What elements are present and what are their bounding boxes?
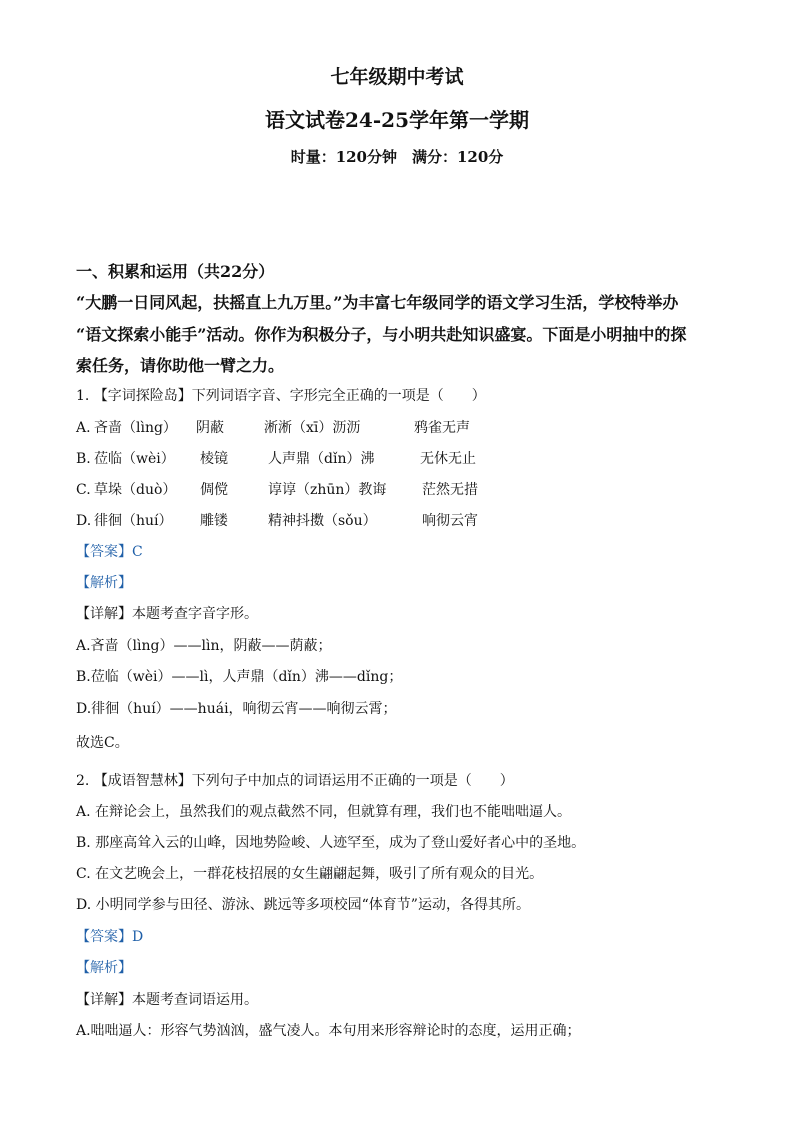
option-item: 雕镂	[200, 513, 228, 529]
exam-title: 七年级期中考试	[330, 66, 464, 88]
option-label: C.	[76, 482, 91, 498]
option-item: 茫然无措	[422, 482, 478, 498]
q2-answer: 【答案】D	[76, 929, 144, 945]
option-item: 淅淅（xī）沥沥	[264, 420, 361, 436]
option-item: 吝啬（lìng）	[94, 420, 177, 436]
section-heading: 一、积累和运用（共22分）	[76, 262, 275, 281]
q1-detail: 【详解】本题考查字音字形。	[76, 606, 258, 622]
option-item: 鸦雀无声	[414, 420, 470, 436]
q1-answer: 【答案】C	[76, 544, 143, 560]
option-label: B.	[76, 451, 91, 467]
exam-subtitle: 语文试卷24-25学年第一学期	[265, 108, 529, 132]
option-item: 徘徊（huí）	[94, 513, 173, 529]
option-item: 响彻云宵	[422, 513, 478, 529]
option-item: 精神抖擞（sǒu）	[268, 513, 377, 529]
option-label: D.	[76, 513, 92, 529]
q2-option-d: D. 小明同学参与田径、游泳、跳远等多项校园“体育节”运动，各得其所。	[76, 897, 530, 913]
section-intro-line-3: 索任务，请你助他一臂之力。	[76, 356, 285, 375]
q2-option-b: B. 那座高耸入云的山峰，因地势险峻、人迹罕至，成为了登山爱好者心中的圣地。	[76, 835, 586, 851]
q2-detail-line-1: A.咄咄逼人：形容气势汹汹，盛气凌人。本句用来形容辩论时的态度，运用正确；	[76, 1023, 581, 1039]
q1-detail-line-2: B.莅临（wèi）——lì，人声鼎（dǐn）沸——dǐng；	[76, 669, 403, 685]
option-item: 阴蔽	[196, 420, 224, 436]
q1-analysis-label: 【解析】	[76, 575, 132, 591]
q2-option-c: C. 在文艺晚会上，一群花枝招展的女生翩翩起舞，吸引了所有观众的目光。	[76, 866, 544, 882]
q2-stem: 2. 【成语智慧林】下列句子中加点的词语运用不正确的一项是（ ）	[76, 773, 514, 789]
option-item: 倜傥	[200, 482, 228, 498]
section-intro-line-1: “大鹏一日同风起，扶摇直上九万里。”为丰富七年级同学的语文学习生活，学校特举办	[76, 293, 679, 312]
option-item: 棱镜	[200, 451, 228, 467]
q1-detail-line-1: A.吝啬（lìng）——lìn，阴蔽——荫蔽；	[76, 638, 332, 654]
q2-analysis-label: 【解析】	[76, 960, 132, 976]
exam-meta: 时量：120分钟 满分：120分	[290, 148, 504, 166]
q1-conclusion: 故选C。	[76, 735, 129, 751]
q2-detail: 【详解】本题考查词语运用。	[76, 992, 258, 1008]
option-item: 谆谆（zhūn）教诲	[268, 482, 387, 498]
section-intro-line-2: “语文探索小能手”活动。你作为积极分子，与小明共赴知识盛宴。下面是小明抽中的探	[76, 325, 687, 344]
option-label: A.	[76, 420, 91, 436]
q2-option-a: A. 在辩论会上，虽然我们的观点截然不同，但就算有理，我们也不能咄咄逼人。	[76, 804, 572, 820]
option-item: 人声鼎（dǐn）沸	[268, 451, 375, 467]
option-item: 草垛（duò）	[94, 482, 177, 498]
option-item: 无休无止	[420, 451, 476, 467]
q1-detail-line-3: D.徘徊（huí）——huái，响彻云宵——响彻云霄；	[76, 701, 397, 717]
option-item: 莅临（wèi）	[94, 451, 175, 467]
q1-stem: 1. 【字词探险岛】下列词语字音、字形完全正确的一项是（ ）	[76, 388, 486, 404]
